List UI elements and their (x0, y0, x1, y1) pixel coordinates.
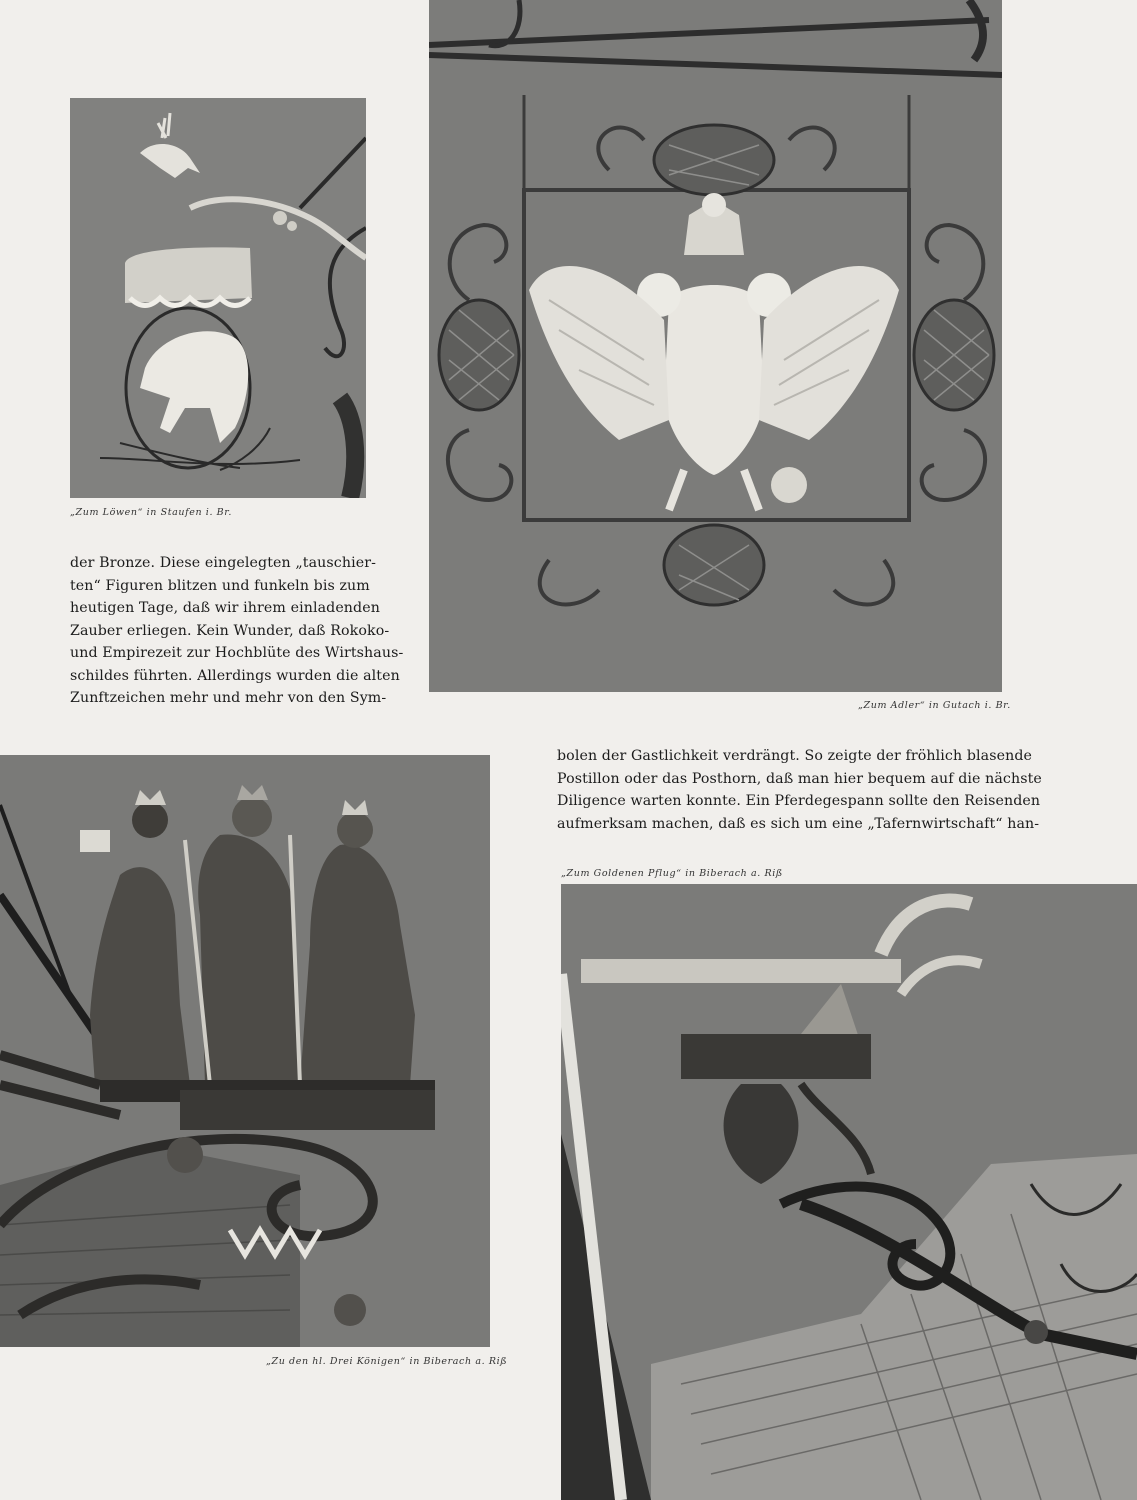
photo-drei-koenigen (0, 755, 490, 1347)
text-line: Postillon oder das Posthorn, daß man hier bequem auf die nächste (557, 770, 1042, 787)
text-line: heutigen Tage, daß wir ihrem einladenden (70, 600, 380, 616)
photo-zum-adler (429, 0, 1002, 692)
text-line: aufmerksam machen, daß es sich um eine „Tafernwirtschaft“ han- (557, 815, 1040, 832)
text-line: und Empirezeit zur Hochblüte des Wirtshaus- (70, 645, 404, 661)
text-line: Zunftzeichen mehr und mehr von den Sym- (70, 690, 387, 706)
text-column-left (70, 552, 404, 710)
photo-zum-loewen (70, 98, 366, 498)
text-line: bolen der Gastlichkeit verdrängt. So zeigte der fröhlich blasende (557, 748, 1032, 764)
text-column-right (557, 745, 1042, 835)
caption-drei-koenigen: „Zu den hl. Drei Königen“ in Biberach a. Riß (266, 1356, 508, 1367)
zum-adler-sign-illustration (429, 0, 1002, 692)
caption-zum-adler: „Zum Adler“ in Gutach i. Br. (858, 700, 1011, 711)
text-line: Diligence warten konnte. Ein Pferdegespann sollte den Reisenden (557, 793, 1041, 809)
caption-zum-goldenen-pflug: „Zum Goldenen Pflug“ in Biberach a. Riß (561, 868, 783, 879)
text-line: Zauber erliegen. Kein Wunder, daß Rokoko- (70, 622, 390, 639)
text-line: ten“ Figuren blitzen und funkeln bis zum (70, 577, 370, 594)
zum-goldenen-pflug-sign-illustration (561, 884, 1137, 1500)
text-line: der Bronze. Diese eingelegten „tauschier- (70, 555, 376, 571)
caption-zum-loewen: „Zum Löwen“ in Staufen i. Br. (70, 507, 232, 518)
photo-zum-goldenen-pflug (561, 884, 1137, 1500)
zum-loewen-sign-illustration (70, 98, 366, 498)
text-line: schildes führten. Allerdings wurden die alten (70, 667, 400, 684)
drei-koenigen-sign-illustration (0, 755, 490, 1347)
